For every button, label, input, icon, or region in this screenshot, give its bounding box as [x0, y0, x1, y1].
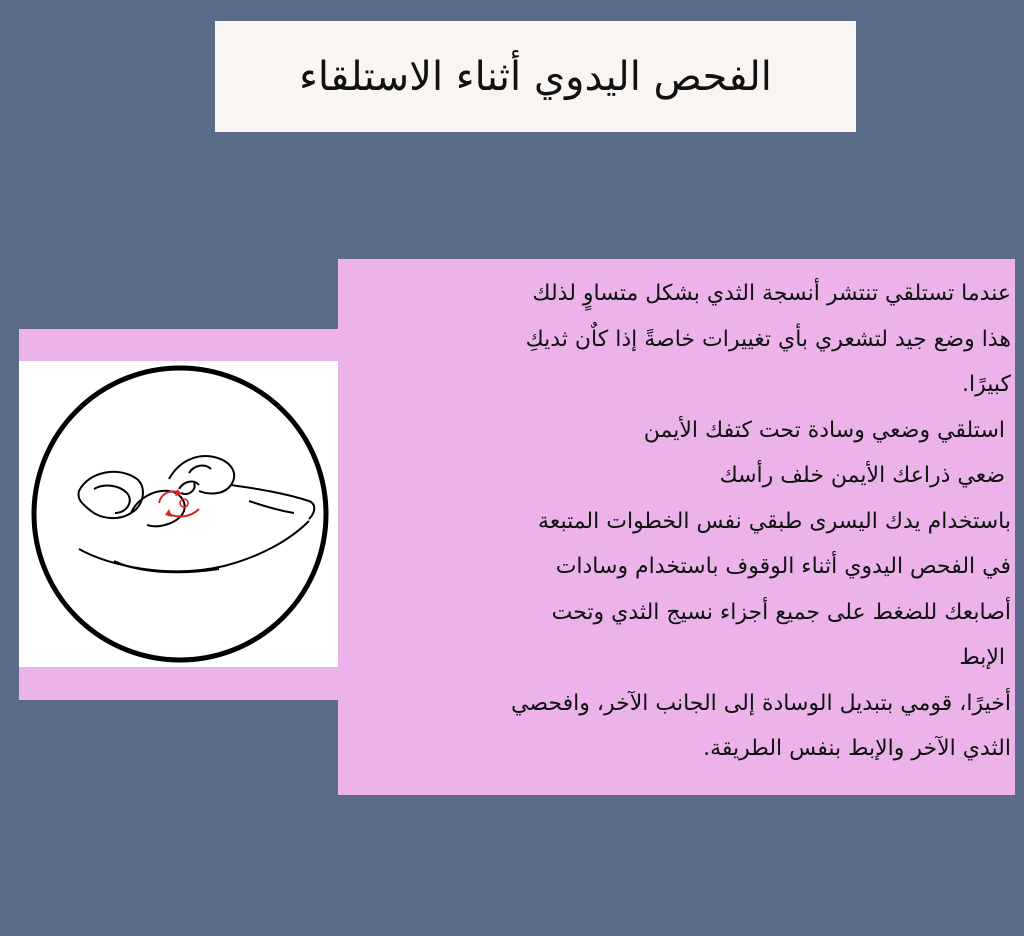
instruction-line: الثدي الآخر والإبط بنفس الطريقة. [703, 736, 1011, 761]
instruction-line: أخيرًا، قومي بتبديل الوسادة إلى الجانب الآخر، وافحصي [511, 690, 1011, 716]
instruction-line: ضعي ذراعك الأيمن خلف رأسك [719, 463, 1005, 488]
illustration-frame [19, 361, 339, 667]
instructions-panel [338, 259, 1015, 795]
title-box [215, 21, 856, 132]
instruction-line: هذا وضع جيد لتشعري بأي تغييرات خاصةً إذا كاٌن ثديكِ [525, 326, 1011, 352]
breast-self-exam-lying-down-icon [19, 361, 339, 667]
instruction-line: باستخدام يدك اليسرى طبقي نفس الخطوات المتبعة [538, 508, 1011, 534]
instructions-text [341, 271, 1011, 772]
instruction-line: كبيرًا. [962, 372, 1011, 397]
instruction-line: أصابعك للضغط على جميع أجزاء نسيج الثدي وتحت [551, 599, 1011, 625]
instruction-line: عندما تستلقي تنتشر أنسجة الثدي بشكل متساوٍ لذلك [532, 281, 1011, 306]
illustration-panel [19, 329, 339, 700]
instruction-line: في الفحص اليدوي أثناء الوقوف باستخدام وسادات [555, 554, 1011, 579]
instruction-line: استلقي وضعي وسادة تحت كتفك الأيمن [643, 417, 1005, 443]
page-title: الفحص اليدوي أثناء الاستلقاء [299, 53, 772, 100]
instruction-line: الإبط [959, 645, 1005, 670]
